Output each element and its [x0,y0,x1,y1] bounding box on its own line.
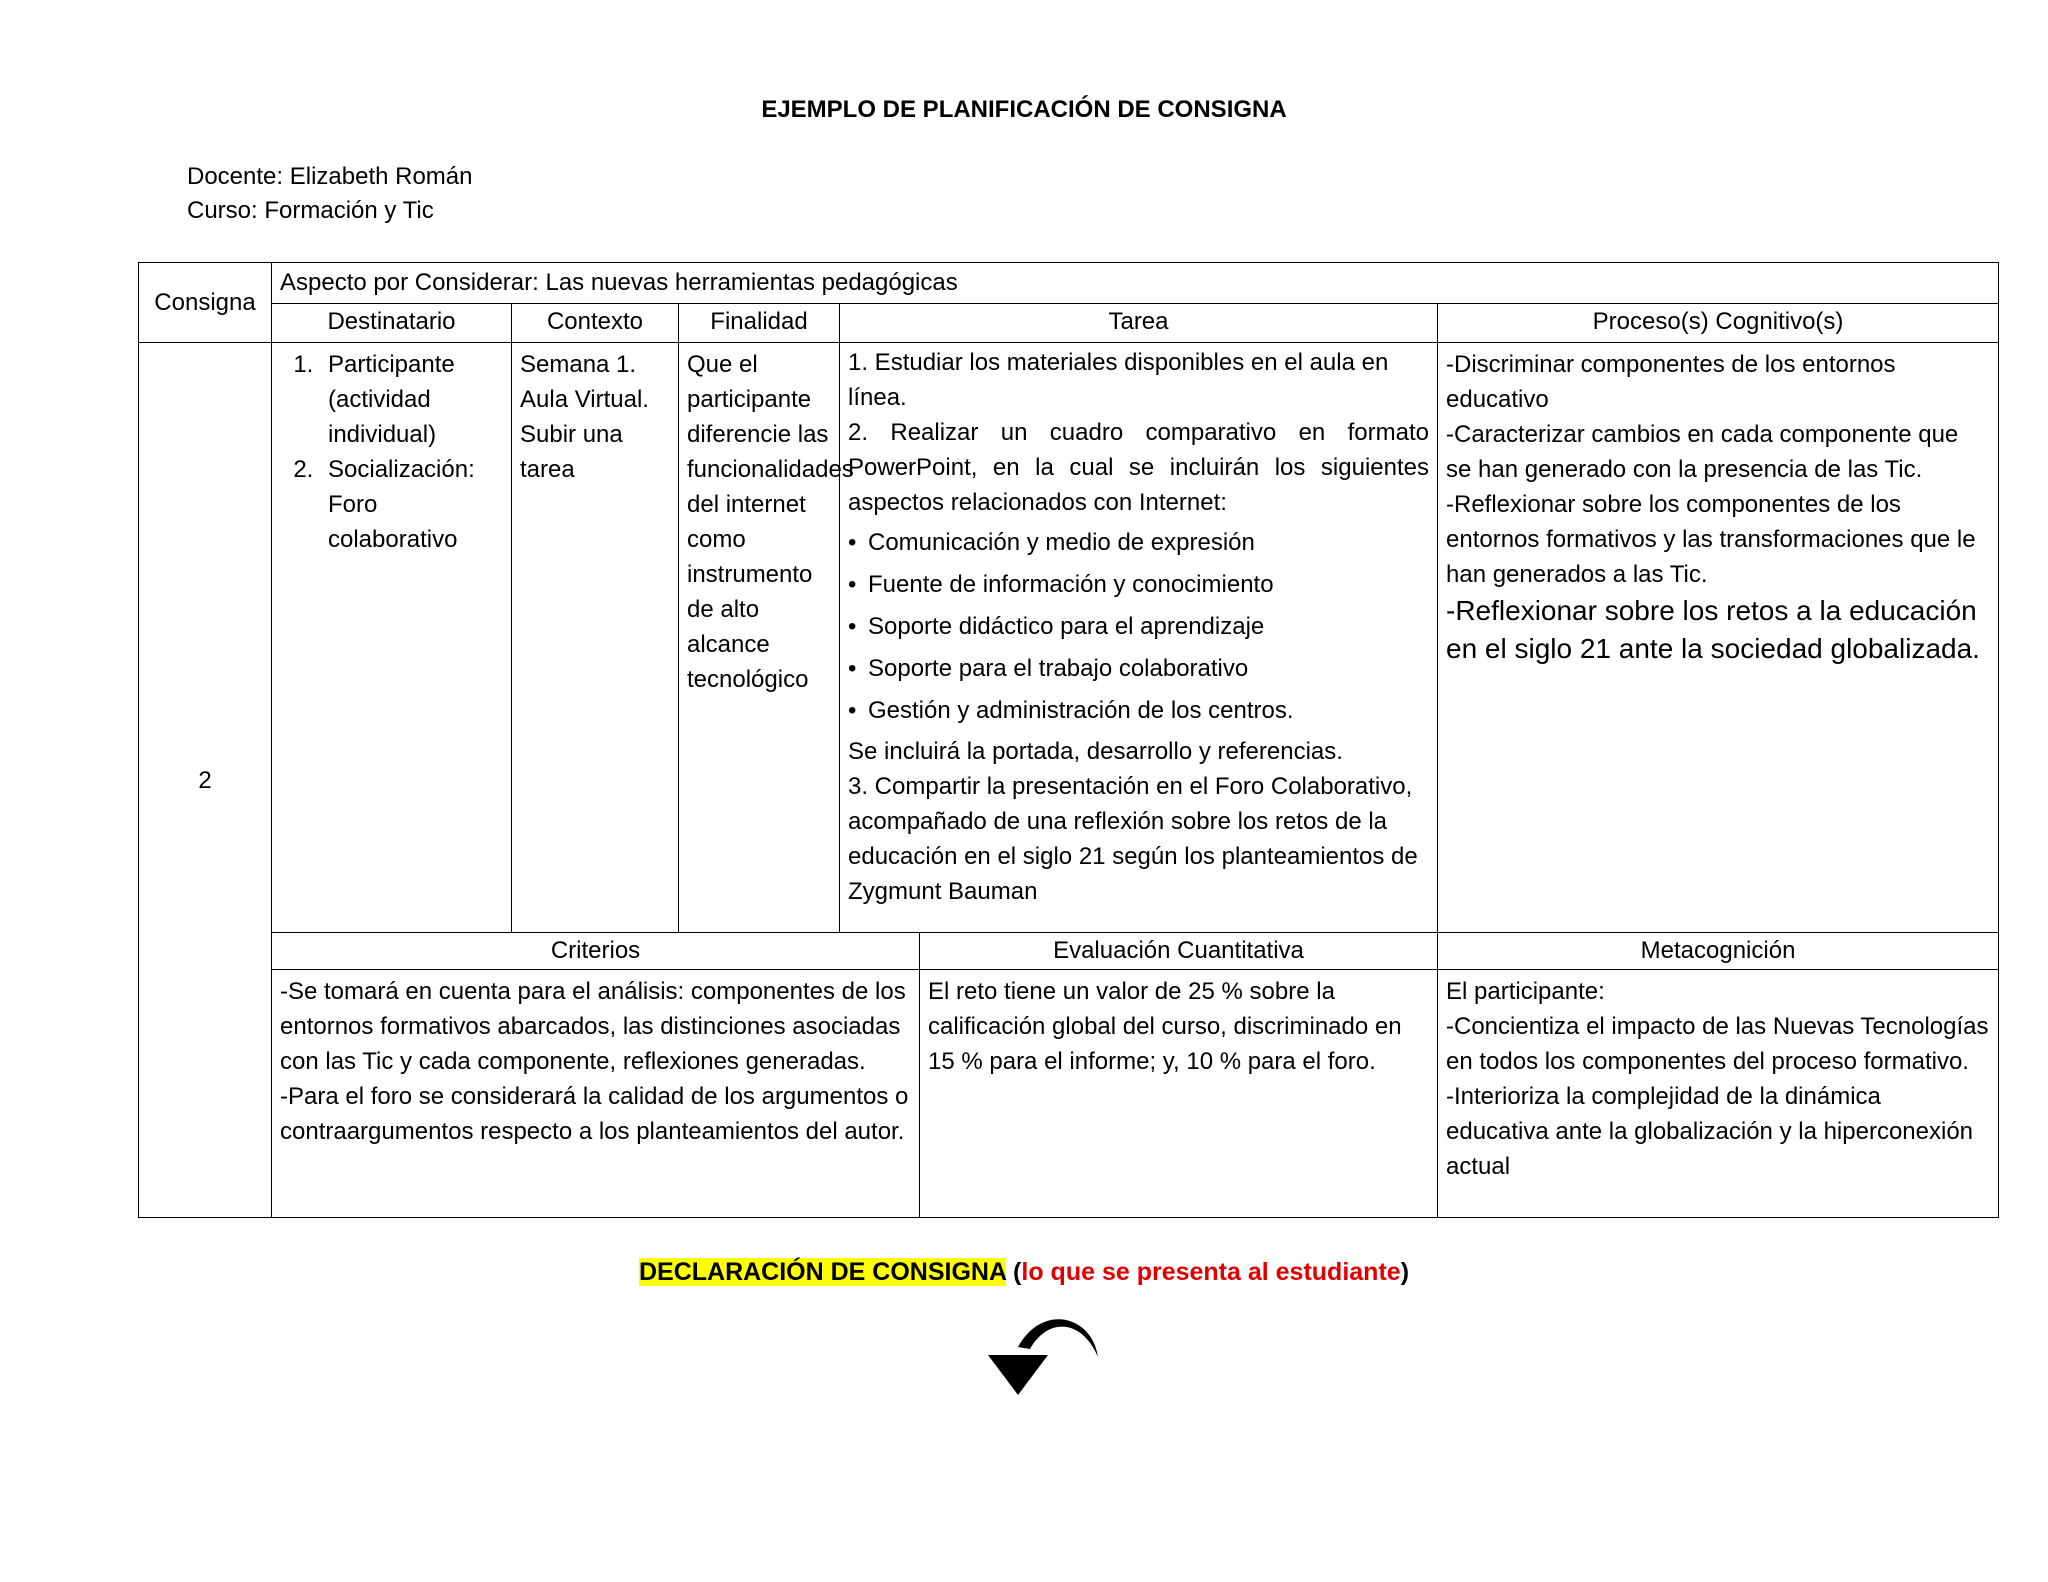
header-metacognicion: Metacognición [1438,933,1999,970]
tarea-step-2: 2. Realizar un cuadro comparativo en formato PowerPoint, en la cual se incluirán los siguientes aspectos relacionados con Internet: [848,419,1429,516]
proceso-item: -Discriminar componentes de los entornos educativo [1446,351,1896,413]
consigna-header: Consigna [139,263,272,343]
docente-line: Docente: Elizabeth Román [187,163,473,190]
declaracion-red-text: lo que se presenta al estudiante [1021,1258,1401,1286]
destinatario-item: 2. Socialización: Foro colaborativo [320,452,503,557]
aspecto-cell: Aspecto por Considerar: Las nuevas herramientas pedagógicas [272,263,1999,304]
evaluacion-cell: El reto tiene un valor de 25 % sobre la calificación global del curso, discriminado en 15 % para el informe; y, 10 % para el foro. [920,970,1438,1218]
aspect-item: • Comunicación y medio de expresión [868,522,1429,564]
finalidad-cell: Que el participante diferencie las funcionalidades del internet como instrumento de alto alcance tecnológico [679,343,840,933]
document-title: EJEMPLO DE PLANIFICACIÓN DE CONSIGNA [761,96,1287,123]
criterio-item: -Para el foro se considerará la calidad de los argumentos o contraargumentos respecto a los planteamientos del autor. [280,1083,909,1145]
curso-line: Curso: Formación y Tic [187,197,434,224]
curved-arrow-down-icon [970,1305,1100,1405]
destinatario-cell [272,343,512,933]
declaracion-heading [0,1258,2048,1287]
criterios-cell [272,970,920,1218]
header-contexto: Contexto [512,304,679,343]
aspects-list [848,522,1429,732]
metacognicion-item: -Interioriza la complejidad de la dinámica educativa ante la globalización y la hiperconexión actual [1446,1083,1974,1180]
procesos-cell [1438,343,1999,933]
proceso-item: -Reflexionar sobre los componentes de los entornos formativos y las transformaciones que le han generados a las Tic. [1446,491,1976,588]
declaracion-close-paren: ) [1400,1258,1410,1286]
proceso-item: -Caracterizar cambios en cada componente que se han generado con la presencia de las Tic. [1446,421,1959,483]
header-criterios: Criterios [272,933,920,970]
consigna-number: 2 [139,343,272,1218]
aspect-item: • Gestión y administración de los centros. [868,690,1429,732]
metacognicion-item: -Concientiza el impacto de las Nuevas Tecnologías en todos los componentes del proceso formativo. [1446,1013,1989,1075]
aspect-item: • Soporte didáctico para el aprendizaje [868,606,1429,648]
planning-table [138,262,1999,1218]
aspect-item: • Soporte para el trabajo colaborativo [868,648,1429,690]
aspect-item: • Fuente de información y conocimiento [868,564,1429,606]
criterio-item: -Se tomará en cuenta para el análisis: componentes de los entornos formativos abarcados, las distinciones asociadas con las Tic y cada componente, reflexiones generadas. [280,978,906,1075]
header-finalidad: Finalidad [679,304,840,343]
destinatario-item: 1. Participante (actividad individual) [320,347,503,452]
metacognicion-intro: El participante: [1446,978,1605,1005]
tarea-includes: Se incluirá la portada, desarrollo y referencias. [848,738,1343,765]
destinatario-list [280,347,503,557]
header-tarea: Tarea [840,304,1438,343]
tarea-step-1: 1. Estudiar los materiales disponibles en el aula en línea. [848,349,1389,411]
proceso-item: -Reflexionar sobre los retos a la educación en el siglo 21 ante la sociedad globalizada. [1446,595,1980,664]
declaracion-open-paren: ( [1006,1258,1022,1286]
header-evaluacion: Evaluación Cuantitativa [920,933,1438,970]
tarea-cell [840,343,1438,933]
header-destinatario: Destinatario [272,304,512,343]
header-procesos: Proceso(s) Cognitivo(s) [1438,304,1999,343]
contexto-cell: Semana 1. Aula Virtual. Subir una tarea [512,343,679,933]
tarea-step-3: 3. Compartir la presentación en el Foro Colaborativo, acompañado de una reflexión sobre los retos de la educación en el siglo 21 según los planteamientos de Zygmunt Bauman [848,773,1418,905]
declaracion-highlight: DECLARACIÓN DE CONSIGNA [638,1258,1007,1286]
metacognicion-cell [1438,970,1999,1218]
